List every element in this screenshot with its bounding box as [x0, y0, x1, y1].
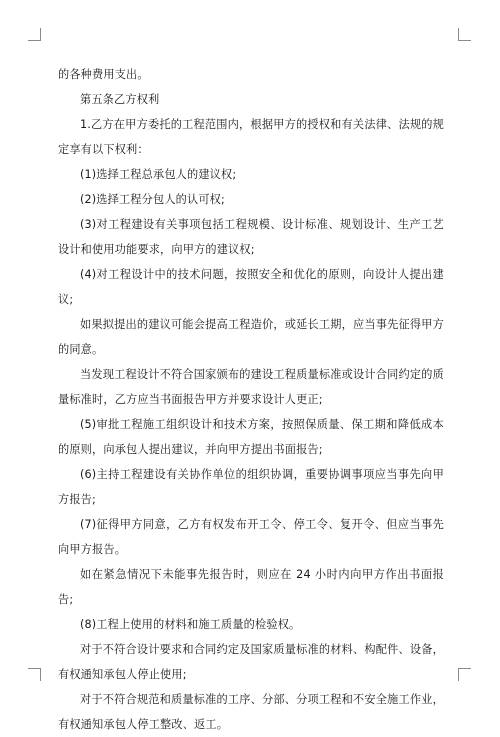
paragraph: 当发现工程设计不符合国家颁布的建设工程质量标准或设计合同约定的质量标准时，乙方应当书面报告甲方并要求设计人更正; [58, 368, 444, 406]
list-item: (5)审批工程施工组织设计和技术方案，按照保质量、保工期和降低成本的原则，向承包人提出建议，并向甲方提出书面报告; [58, 418, 444, 456]
crop-mark-top-right [458, 28, 471, 41]
crop-mark-bottom-left [28, 668, 41, 681]
list-item: (4)对工程设计中的技术问题，按照安全和优化的原则，向设计人提出建议; [58, 268, 444, 306]
crop-mark-top-left [28, 28, 41, 41]
paragraph: 如在紧急情况下未能事先报告时，则应在 24 小时内向甲方作出书面报告; [58, 568, 444, 606]
list-item: (1)选择工程总承包人的建议权; [80, 168, 237, 181]
crop-mark-bottom-right [458, 668, 471, 681]
list-item: (8)工程上使用的材料和施工质量的检验权。 [80, 618, 301, 631]
paragraph: 的各种费用支出。 [58, 68, 149, 81]
list-item: (6)主持工程建设有关协作单位的组织协调，重要协调事项应当事先向甲方报告; [58, 468, 444, 506]
list-item: (7)征得甲方同意，乙方有权发布开工令、停工令、复开令、但应当事先向甲方报告。 [58, 518, 444, 556]
paragraph: 如果拟提出的建议可能会提高工程造价，或延长工期，应当事先征得甲方的同意。 [58, 318, 444, 356]
paragraph: 对于不符合规范和质量标准的工序、分部、分项工程和不安全施工作业，有权通知承包人停工整改、返工。 [58, 693, 444, 731]
list-item: (2)选择工程分包人的认可权; [80, 193, 225, 206]
list-item: (3)对工程建设有关事项包括工程规模、设计标准、规划设计、生产工艺设计和使用功能要求，向甲方的建议权; [58, 218, 444, 256]
paragraph: 对于不符合设计要求和合同约定及国家质量标准的材料、构配件、设备，有权通知承包人停止使用; [58, 643, 444, 681]
document-body [58, 62, 444, 737]
paragraph: 1.乙方在甲方委托的工程范围内，根据甲方的授权和有关法律、法规的规定享有以下权利： [58, 118, 444, 156]
section-heading: 第五条乙方权利 [80, 93, 160, 106]
